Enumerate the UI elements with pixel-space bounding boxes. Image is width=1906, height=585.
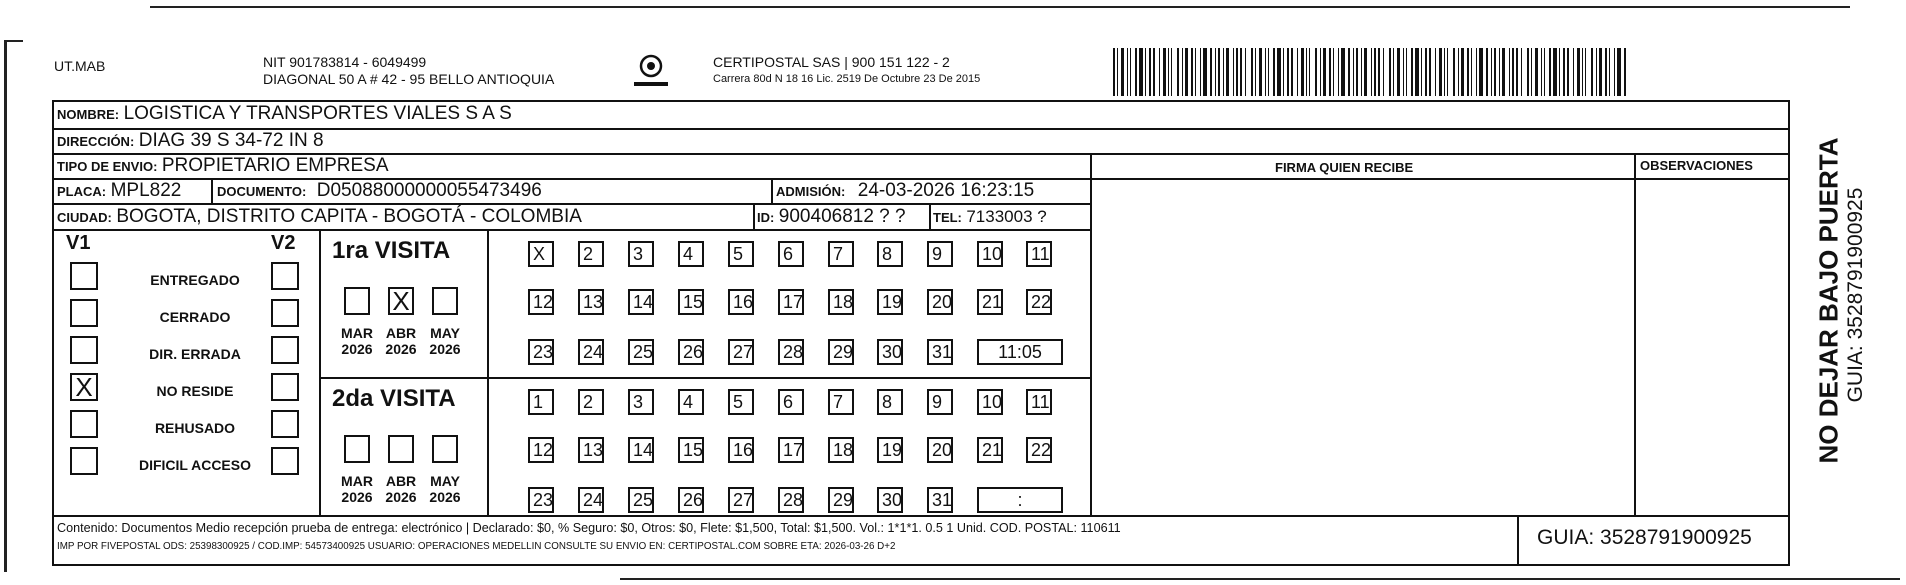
direccion-row [57, 130, 324, 152]
day-box[interactable]: 8 [877, 389, 903, 415]
day-box[interactable]: 12 [528, 289, 554, 315]
day-box[interactable]: 14 [628, 289, 654, 315]
v1-checkbox[interactable] [70, 410, 98, 438]
v2-checkbox[interactable] [271, 410, 299, 438]
id-value: 900406812 ? ? [778, 206, 906, 227]
v1-header: V1 [66, 232, 91, 254]
id-row [757, 206, 906, 228]
day-box[interactable]: 7 [828, 389, 854, 415]
time-box[interactable]: : [977, 487, 1063, 513]
v1-checkbox[interactable] [70, 336, 98, 364]
day-box[interactable]: 19 [877, 437, 903, 463]
v2-checkbox[interactable] [271, 447, 299, 475]
day-box[interactable]: 11 [1026, 389, 1052, 415]
day-box[interactable]: 26 [678, 487, 704, 513]
day-box[interactable]: 17 [778, 437, 804, 463]
day-box[interactable]: 26 [678, 339, 704, 365]
day-box[interactable]: 4 [678, 389, 704, 415]
company-name: CERTIPOSTAL SAS | 900 151 122 - 2 [713, 54, 950, 70]
tipo-envio-row [57, 155, 389, 177]
day-box[interactable]: 6 [778, 389, 804, 415]
v2-checkbox[interactable] [271, 336, 299, 364]
day-box[interactable]: 8 [877, 241, 903, 267]
admision-label: ADMISIÓN: [776, 184, 846, 199]
month-label: ABR 2026 [385, 473, 417, 505]
tel-value: 7133003 ? [966, 207, 1047, 226]
day-box[interactable]: 21 [977, 289, 1003, 315]
v2-header: V2 [271, 232, 296, 254]
day-box[interactable]: 25 [628, 339, 654, 365]
day-box[interactable]: 18 [828, 437, 854, 463]
documento-row [217, 180, 542, 202]
placa-row [57, 180, 181, 202]
day-box[interactable]: 16 [728, 437, 754, 463]
day-box[interactable]: 23 [528, 487, 554, 513]
day-box[interactable]: 15 [678, 289, 704, 315]
day-box[interactable]: 20 [927, 437, 953, 463]
nombre-label: NOMBRE: [57, 107, 120, 122]
day-box[interactable]: 5 [728, 241, 754, 267]
status-option-label: CERRADO [159, 309, 231, 325]
visit-title: 2da VISITA [332, 385, 456, 412]
day-box[interactable]: 3 [628, 389, 654, 415]
documento-value: D05088000000055473496 [316, 180, 542, 201]
sender-nit: NIT 901783814 - 6049499 [263, 54, 427, 70]
day-box[interactable]: 20 [927, 289, 953, 315]
day-box[interactable]: 4 [678, 241, 704, 267]
day-box[interactable]: 19 [877, 289, 903, 315]
day-box[interactable]: 29 [828, 487, 854, 513]
placa-label: PLACA: [57, 184, 107, 199]
day-box[interactable]: 11 [1026, 241, 1052, 267]
admision-value: 24-03-2026 16:23:15 [857, 180, 1035, 201]
observations-header: OBSERVACIONES [1640, 158, 1753, 173]
day-box[interactable]: 18 [828, 289, 854, 315]
status-option-label: DIFICIL ACCESO [138, 457, 251, 473]
tel-label: TEL: [933, 210, 962, 225]
day-box[interactable]: 10 [977, 389, 1003, 415]
company-license: Carrera 80d N 18 16 Lic. 2519 De Octubre 23 De 2015 [713, 73, 981, 85]
day-box[interactable]: 5 [728, 389, 754, 415]
v1-checkbox[interactable] [70, 447, 98, 475]
tipo-envio-label: TIPO DE ENVIO: [57, 159, 158, 174]
sender-code: UT.MAB [54, 58, 106, 74]
v1-checkbox[interactable] [70, 262, 98, 290]
status-option-label: DIR. ERRADA [149, 346, 241, 362]
tel-row [933, 207, 1047, 227]
tipo-envio-value: PROPIETARIO EMPRESA [161, 155, 389, 176]
ciudad-value: BOGOTA, DISTRITO CAPITA - BOGOTÁ - COLOMBIA [116, 206, 582, 227]
scan-edge-bottom [620, 578, 1900, 580]
status-option-label: ENTREGADO [150, 272, 240, 288]
day-box[interactable]: 22 [1026, 437, 1052, 463]
sender-address: DIAGONAL 50 A # 42 - 95 BELLO ANTIOQUIA [263, 71, 555, 87]
month-label: ABR 2026 [385, 325, 417, 357]
id-label: ID: [757, 210, 775, 225]
day-box[interactable]: 25 [628, 487, 654, 513]
day-box[interactable]: 13 [578, 289, 604, 315]
day-box[interactable]: 28 [778, 339, 804, 365]
day-box[interactable]: 29 [828, 339, 854, 365]
direccion-label: DIRECCIÓN: [57, 134, 135, 149]
day-box[interactable]: 1 [528, 389, 554, 415]
v2-checkbox[interactable] [271, 373, 299, 401]
direccion-value: DIAG 39 S 34-72 IN 8 [138, 130, 324, 151]
scan-edge-left [4, 40, 23, 572]
nombre-value: LOGISTICA Y TRANSPORTES VIALES S A S [123, 103, 512, 124]
month-checkbox[interactable]: X [388, 287, 414, 315]
month-label: MAY 2026 [429, 325, 461, 357]
placa-value: MPL822 [110, 180, 182, 201]
v2-checkbox[interactable] [271, 262, 299, 290]
day-box[interactable]: 15 [678, 437, 704, 463]
day-box[interactable]: 12 [528, 437, 554, 463]
day-box[interactable]: 21 [977, 437, 1003, 463]
ciudad-row [57, 206, 582, 228]
day-box[interactable]: 30 [877, 339, 903, 365]
day-box[interactable]: 31 [927, 487, 953, 513]
status-option-label: REHUSADO [154, 420, 236, 436]
admision-row [776, 180, 1034, 202]
month-checkbox[interactable] [432, 435, 458, 463]
documento-label: DOCUMENTO: [217, 184, 307, 199]
visit-title: 1ra VISITA [332, 237, 451, 264]
day-box[interactable]: 28 [778, 487, 804, 513]
day-box[interactable]: 3 [628, 241, 654, 267]
footer-imp: IMP POR FIVEPOSTAL ODS: 25398300925 / COD.IMP: 54573400925 USUARIO: OPERACIONES MEDELLIN CONSULTE SU ENVIO EN: CERTIPOSTAL.COM SOBRE ETA: 2026-03-26 D+2 [57, 541, 896, 552]
nombre-row [57, 103, 512, 125]
day-box[interactable]: 17 [778, 289, 804, 315]
day-box[interactable]: 9 [927, 241, 953, 267]
v1-checkbox[interactable]: X [70, 373, 98, 401]
month-label: MAR 2026 [341, 473, 373, 505]
month-checkbox[interactable] [344, 435, 370, 463]
day-box[interactable]: 22 [1026, 289, 1052, 315]
month-checkbox[interactable] [432, 287, 458, 315]
status-option-label: NO RESIDE [156, 383, 234, 399]
day-box[interactable]: 2 [578, 389, 604, 415]
ciudad-label: CIUDAD: [57, 210, 112, 225]
day-box[interactable]: 30 [877, 487, 903, 513]
day-box[interactable]: 16 [728, 289, 754, 315]
scan-edge-top [150, 6, 1850, 8]
day-box[interactable]: 13 [578, 437, 604, 463]
day-box[interactable]: 27 [728, 339, 754, 365]
month-label: MAY 2026 [429, 473, 461, 505]
day-box[interactable]: 24 [578, 487, 604, 513]
day-box[interactable]: 31 [927, 339, 953, 365]
day-box[interactable]: 9 [927, 389, 953, 415]
side-guia: GUIA: 3528791900925 [1844, 187, 1867, 403]
certipostal-logo [628, 52, 674, 94]
v1-checkbox[interactable] [70, 299, 98, 327]
side-text [1802, 120, 1888, 490]
signature-header: FIRMA QUIEN RECIBE [1275, 160, 1414, 175]
time-box[interactable]: 11:05 [977, 339, 1063, 365]
day-box[interactable]: 7 [828, 241, 854, 267]
month-checkbox[interactable] [388, 435, 414, 463]
day-box[interactable]: 6 [778, 241, 804, 267]
day-box[interactable]: 27 [728, 487, 754, 513]
day-box[interactable]: X [528, 241, 554, 267]
v2-checkbox[interactable] [271, 299, 299, 327]
day-box[interactable]: 10 [977, 241, 1003, 267]
day-box[interactable]: 2 [578, 241, 604, 267]
month-checkbox[interactable] [344, 287, 370, 315]
barcode [1113, 48, 1633, 96]
footer-contenido: Contenido: Documentos Medio recepción prueba de entrega: electrónico | Declarado: $0, % Seguro: $0, Otros: $0, Flete: $1,500, Total: $1,500. Vol.: 1*1*1. 0.5 1 Unid. COD. POSTAL: 110611 [57, 521, 1121, 535]
day-box[interactable]: 24 [578, 339, 604, 365]
day-box[interactable]: 14 [628, 437, 654, 463]
no-dejar-bajo-puerta: NO DEJAR BAJO PUERTA [1813, 137, 1844, 464]
month-label: MAR 2026 [341, 325, 373, 357]
footer-guia: GUIA: 3528791900925 [1537, 526, 1752, 549]
day-box[interactable]: 23 [528, 339, 554, 365]
